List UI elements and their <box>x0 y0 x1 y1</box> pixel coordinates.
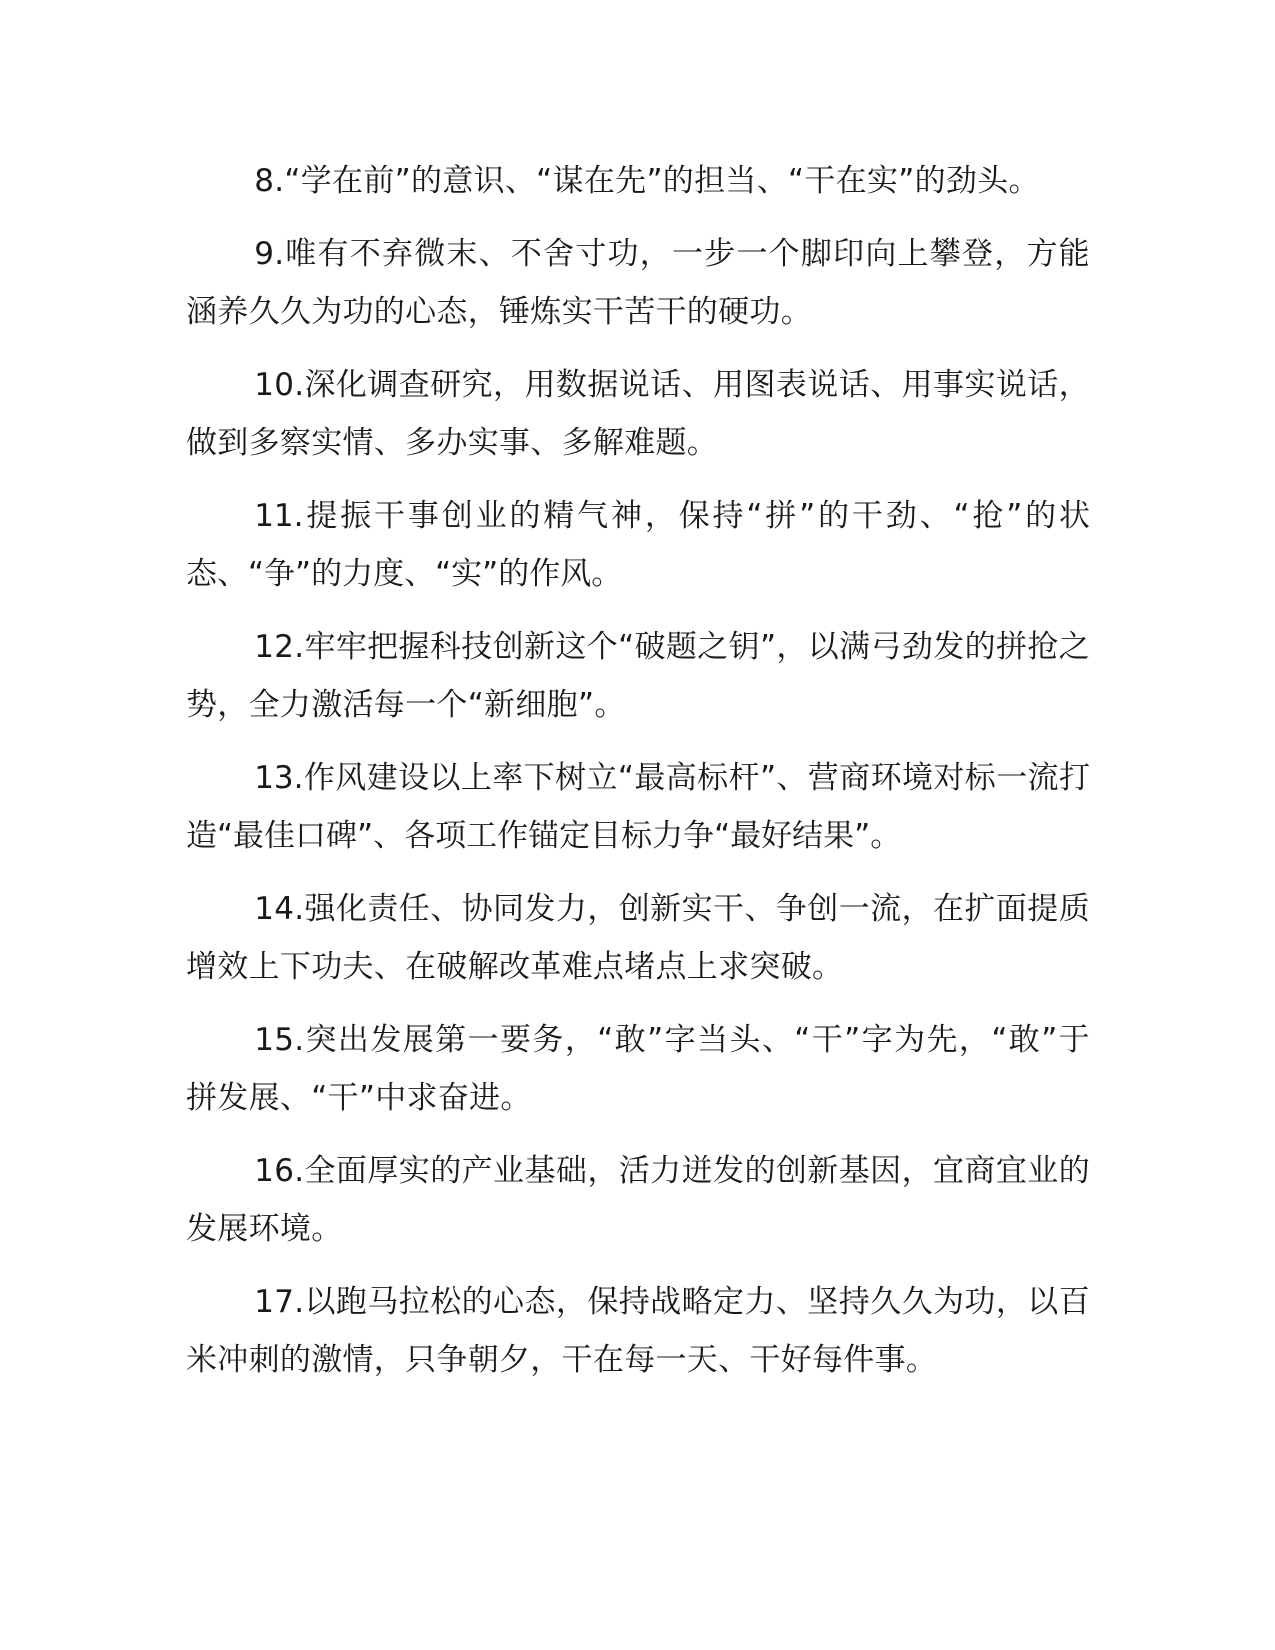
paragraph-16: 16.全面厚实的产业基础，活力迸发的创新基因，宜商宜业的发展环境。 <box>186 1153 1090 1247</box>
paragraph-12: 12.牢牢把握科技创新这个“破题之钥”，以满弓劲发的拼抢之势，全力激活每一个“新细胞”。 <box>186 629 1090 723</box>
paragraph-9: 9.唯有不弃微末、不舍寸功，一步一个脚印向上攀登，方能涵养久久为功的心态，锤炼实干苦干的硬功。 <box>186 236 1090 330</box>
paragraph-8: 8.“学在前”的意识、“谋在先”的担当、“干在实”的劲头。 <box>254 163 1040 199</box>
paragraph-14: 14.强化责任、协同发力，创新实干、争创一流，在扩面提质增效上下功夫、在破解改革难点堵点上求突破。 <box>186 891 1090 985</box>
paragraph-15: 15.突出发展第一要务，“敢”字当头、“干”字为先，“敢”于拼发展、“干”中求奋进。 <box>186 1022 1090 1116</box>
document-body <box>186 152 1090 1404</box>
paragraph-17: 17.以跑马拉松的心态，保持战略定力、坚持久久为功，以百米冲刺的激情，只争朝夕，干在每一天、干好每件事。 <box>186 1284 1090 1378</box>
paragraph-13: 13.作风建设以上率下树立“最高标杆”、营商环境对标一流打造“最佳口碑”、各项工作锚定目标力争“最好结果”。 <box>186 760 1090 854</box>
paragraph-10: 10.深化调查研究，用数据说话、用图表说话、用事实说话，做到多察实情、多办实事、多解难题。 <box>186 367 1090 461</box>
paragraph-11: 11.提振干事创业的精气神，保持“拼”的干劲、“抢”的状态、“争”的力度、“实”的作风。 <box>186 498 1090 592</box>
